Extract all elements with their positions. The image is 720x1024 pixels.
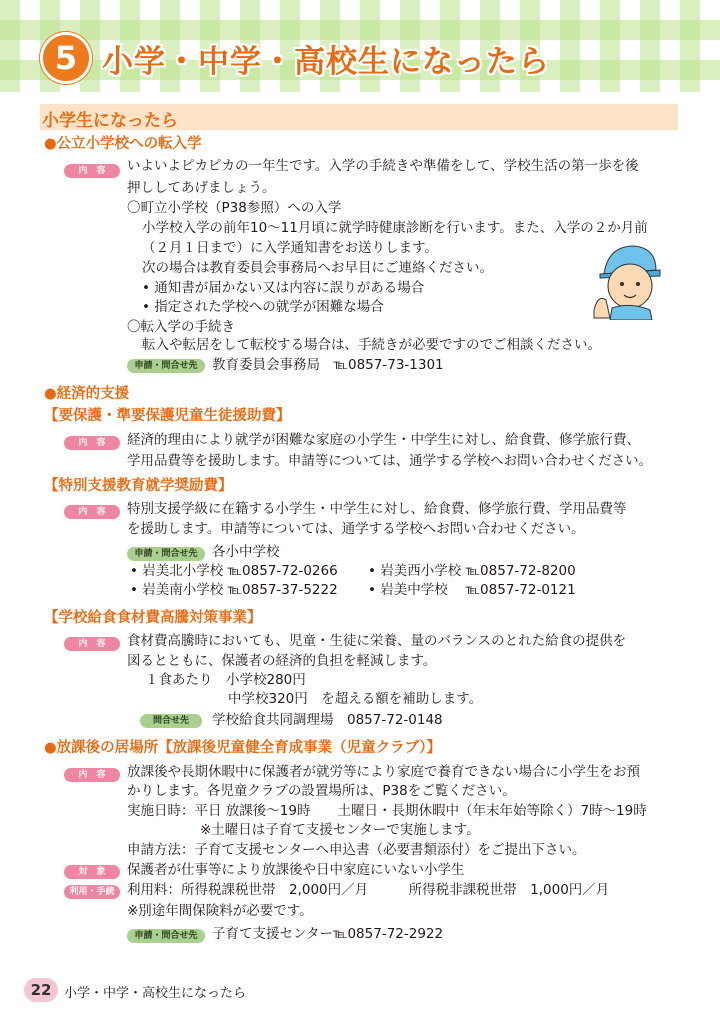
text-line: ※土曜日は子育て支援センターで実施します。 (200, 822, 480, 838)
target-badge: 対 象 (64, 865, 120, 879)
text-line: を援助します。申請等については、通学する学校へお問い合わせください。 (127, 521, 585, 537)
page-number: 22 (24, 978, 58, 1002)
text-line: 押ししてあげましょう。 (127, 180, 276, 196)
text-line: 〇町立小学校（P38参照）への入学 (127, 200, 342, 216)
text-line: 〇転入学の手続き (127, 319, 235, 335)
aid3-heading: 【学校給食食材費高騰対策事業】 (44, 610, 262, 626)
text-line: 申請方法：子育て支援センターへ申込書（必要書類添付）をご提出下さい。 (127, 842, 586, 858)
text-line: いよいよピカピカの一年生です。入学の手続きや準備をして、学校生活の第一歩を後 (127, 158, 639, 174)
target-text: 保護者が仕事等により放課後や日中家庭にいない小学生 (127, 862, 465, 878)
text-line: １食あたり 小学校280円 (145, 672, 306, 688)
contact-label: 各小中学校 (212, 544, 280, 560)
text-line: 放課後や長期休暇中に保護者が就労等により家庭で養育できない場合に小学生をお預 (127, 764, 640, 780)
school-contact: • 岩美南小学校 ℡0857-37-5222 (130, 582, 338, 598)
school-contact: • 岩美北小学校 ℡0857-72-0266 (130, 563, 338, 579)
chapter-title (40, 34, 550, 82)
fee-badge: 利用・手続 (64, 885, 120, 899)
section-band (40, 104, 678, 130)
transfer-heading: ●公立小学校への転入学 (44, 136, 202, 152)
footer-text: 小学・中学・高校生になったら (64, 986, 247, 1001)
contact-badge: 申請・問合せ先 (127, 359, 205, 373)
school-contact: • 岩美西小学校 ℡0857-72-8200 (368, 563, 576, 579)
chapter-number: 5 (40, 32, 92, 84)
text-line: 次の場合は教育委員会事務局へお早目にご連絡ください。 (142, 260, 493, 276)
contact-badge: 申請・問合せ先 (127, 929, 205, 943)
text-line: 実施日時：平日 放課後～19時 土曜日・長期休暇中（年末年始等除く）7時～19時 (127, 803, 647, 819)
fee-text: 利用料：所得税課税世帯 2,000円／月 所得税非課税世帯 1,000円／月 (127, 882, 610, 898)
contact-badge: 申請・問合せ先 (127, 547, 205, 561)
school-contact: • 岩美中学校 ℡0857-72-0121 (368, 582, 576, 598)
economic-heading: ●経済的支援 (44, 386, 130, 402)
text-line: 特別支援学級に在籍する小学生・中学生に対し、給食費、修学旅行費、学用品費等 (127, 501, 627, 517)
text-line: （２月１日まで）に入学通知書をお送りします。 (142, 240, 438, 256)
text-line: 小学校入学の前年10～11月頃に就学時健康診断を行います。また、入学の２か月前 (142, 220, 648, 236)
aid2-heading: 【特別支援教育就学奨励費】 (44, 478, 233, 494)
content-badge: 内 容 (64, 637, 120, 651)
contact-text: 子育て支援センター℡0857-72-2922 (212, 926, 444, 942)
afterschool-heading: ●放課後の居場所【放課後児童健全育成事業（児童クラブ）】 (44, 740, 442, 756)
chapter-title-text: 小学・中学・高校生になったら (102, 43, 550, 80)
text-line: 経済的理由により就学が困難な家庭の小学生・中学生に対し、給食費、修学旅行費、 (127, 432, 640, 448)
text-line: かりします。各児童クラブの設置場所は、P38をご覧ください。 (127, 783, 516, 799)
content-badge: 内 容 (64, 436, 120, 450)
list-item: • 通知書が届かない又は内容に誤りがある場合 (142, 280, 425, 296)
list-item: • 指定された学校への就学が困難な場合 (142, 299, 384, 315)
text-line: 学用品費等を援助します。申請等については、通学する学校へお問い合わせください。 (127, 453, 653, 469)
content-badge: 内 容 (64, 768, 120, 782)
content-badge: 内 容 (64, 164, 120, 178)
text-line: 中学校320円 を超える額を補助します。 (228, 691, 483, 707)
aid1-heading: 【要保護・準要保護児童生徒援助費】 (44, 408, 291, 424)
child-illustration (590, 240, 670, 320)
section-title: 小学生になったら (42, 111, 178, 131)
fee-note: ※別途年間保険料が必要です。 (127, 903, 313, 919)
contact-badge: 問合せ先 (140, 714, 202, 728)
contact-text: 教育委員会事務局 ℡0857-73-1301 (212, 357, 444, 373)
text-line: 食材費高騰時においても、児童・生徒に栄養、量のバランスのとれた給食の提供を (127, 633, 627, 649)
text-line: 転入や転居をして転校する場合は、手続きが必要ですのでご相談ください。 (142, 337, 601, 353)
content-badge: 内 容 (64, 505, 120, 519)
contact-text: 学校給食共同調理場 0857-72-0148 (212, 712, 443, 728)
text-line: 図るとともに、保護者の経済的負担を軽減します。 (127, 653, 437, 669)
